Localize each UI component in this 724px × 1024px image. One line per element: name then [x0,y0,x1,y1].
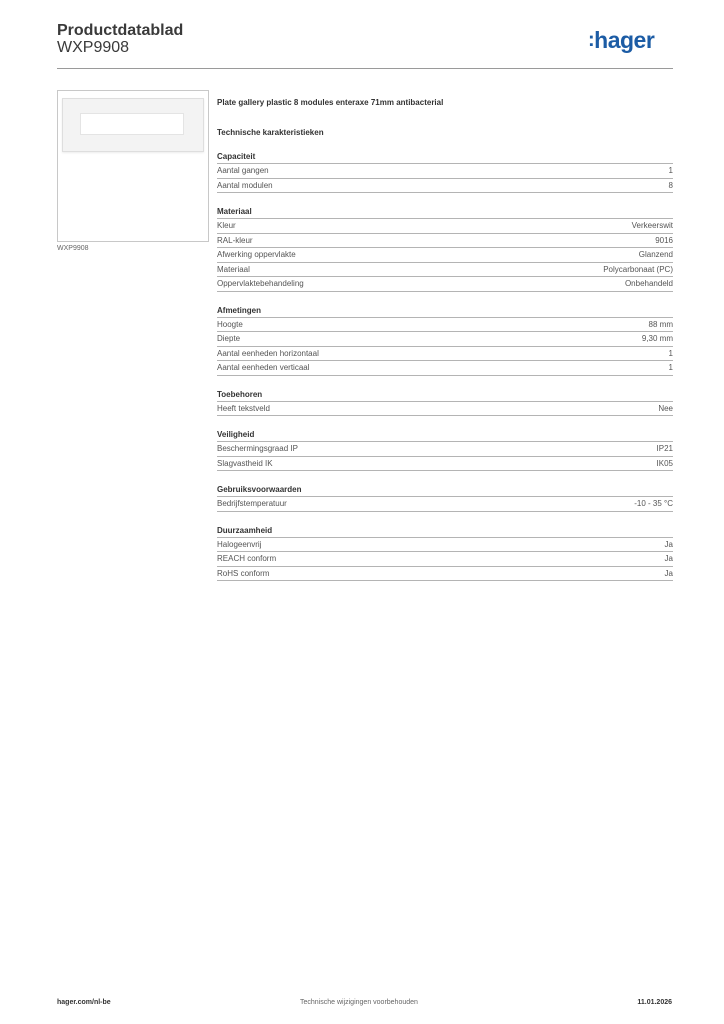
spec-value: 1 [668,166,673,175]
spec-label: RoHS conform [217,568,270,578]
product-content [217,98,673,581]
spec-row [217,360,673,376]
footer-date: 11.01.2026 [637,999,672,1006]
spec-value: Ja [664,568,673,578]
spec-label: Bedrijfstemperatuur [217,499,287,508]
spec-group [217,430,673,471]
spec-value: Polycarbonaat (PC) [603,264,673,274]
spec-group [217,207,673,292]
spec-label: Heeft tekstveld [217,403,270,413]
spec-value: Glanzend [638,250,673,259]
spec-value: -10 - 35 °C [634,499,673,508]
spec-value: 9016 [655,235,673,245]
spec-value: Onbehandeld [624,279,673,288]
spec-row [217,178,673,194]
spec-value: Ja [664,554,673,563]
logo-text: hager [594,27,655,53]
spec-group [217,390,673,417]
spec-label: REACH conform [217,554,277,563]
spec-label: Slagvastheid IK [217,458,273,468]
spec-group-title: Afmetingen [217,305,261,315]
spec-rows [217,441,673,471]
spec-row [217,456,673,472]
spec-label: Aantal eenheden horizontaal [217,348,319,358]
spec-rows [217,537,673,582]
spec-rows [217,401,673,417]
spec-row [217,233,673,248]
plate-window [80,113,184,135]
spec-row [217,537,673,552]
spec-label: Hoogte [217,319,243,329]
spec-rows [217,218,673,292]
spec-rows [217,317,673,376]
spec-group-title: Duurzaamheid [217,525,273,535]
spec-label: Aantal modulen [217,180,273,190]
product-image [57,90,209,242]
spec-label: Beschermingsgraad IP [217,444,298,453]
spec-value: 8 [668,180,673,190]
spec-group-title: Gebruiksvoorwaarden [217,485,302,494]
spec-row [217,346,673,361]
spec-group [217,306,673,376]
spec-label: Materiaal [217,264,250,274]
spec-value: Ja [664,539,673,549]
spec-row [217,218,673,233]
spec-row [217,441,673,456]
spec-group-title: Capaciteit [217,152,256,161]
spec-group-title: Toebehoren [217,389,263,399]
spec-groups [217,152,673,581]
spec-value: IP21 [656,444,673,453]
spec-row [217,163,673,178]
logo-prefix: : [588,29,595,51]
section-heading: Technische karakteristieken [217,128,324,137]
cover-plate-graphic [62,98,204,152]
spec-value: Nee [658,403,673,413]
product-description: Plate gallery plastic 8 modules enteraxe 71mm antibacterial [217,98,444,107]
spec-row [217,247,673,262]
header-divider [57,68,673,69]
footer-website: hager.com/nl-be [57,999,111,1006]
spec-label: Aantal gangen [217,166,269,175]
spec-value: 1 [668,363,673,372]
hager-logo [588,27,654,54]
spec-label: Kleur [217,221,236,230]
spec-rows [217,163,673,193]
spec-row [217,401,673,417]
spec-value: 9,30 mm [641,334,673,343]
spec-label: Afwerking oppervlakte [217,250,296,259]
spec-value: 1 [668,348,673,358]
spec-group [217,485,673,512]
spec-value: IK05 [656,458,673,468]
spec-group-title: Veiligheid [217,430,255,439]
spec-group-title: Materiaal [217,207,252,216]
spec-value: Verkeerswit [631,221,673,230]
spec-label: Diepte [217,334,241,343]
spec-label: Aantal eenheden verticaal [217,363,310,372]
spec-row [217,331,673,346]
page-title: Productdatablad [57,22,184,39]
product-code: WXP9908 [57,39,130,56]
spec-row [217,276,673,292]
spec-group [217,526,673,582]
spec-row [217,551,673,566]
footer-notice: Technische wijzigingen voorbehouden [300,999,418,1006]
spec-label: Halogeenvrij [217,539,262,549]
spec-rows [217,496,673,512]
spec-label: RAL-kleur [217,235,253,245]
image-caption: WXP9908 [57,245,89,252]
spec-value: 88 mm [648,319,673,329]
spec-label: Oppervlaktebehandeling [217,279,304,288]
spec-row [217,262,673,277]
spec-row [217,496,673,512]
spec-row [217,566,673,582]
spec-group [217,152,673,193]
spec-row [217,317,673,332]
